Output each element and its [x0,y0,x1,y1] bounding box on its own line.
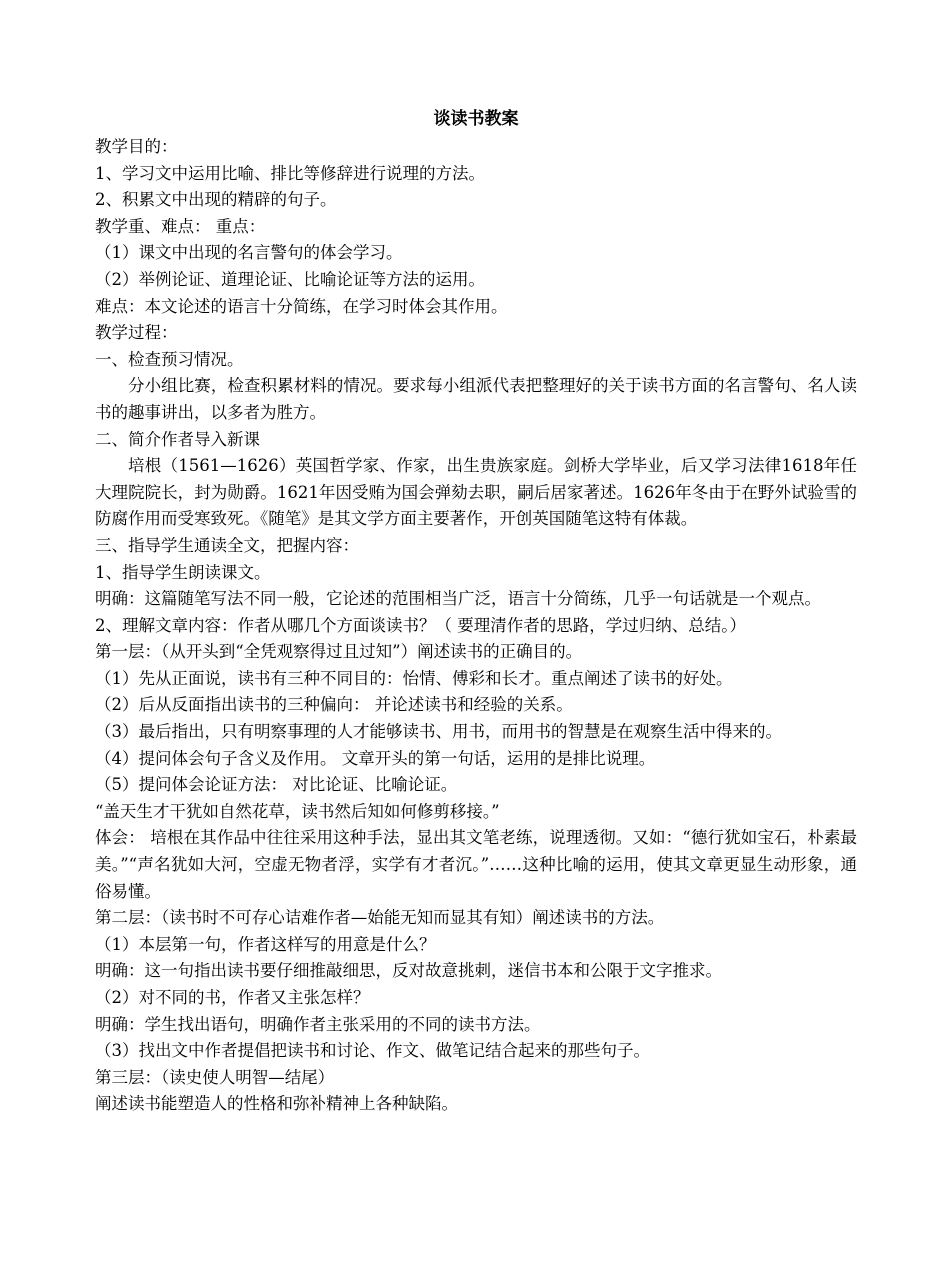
paragraph: 明确：这篇随笔写法不同一般，它论述的范围相当广泛，语言十分简练，几乎一句话就是一个观点。 [95,589,821,609]
paragraph: （2）对不同的书，作者又主张怎样？ [95,988,370,1007]
paragraph: 明确：这一句指出读书要仔细推敲细思，反对故意挑刺，迷信书本和公限于文字推求。 [95,961,722,981]
paragraph: 分小组比赛，检查积累材料的情况。要求每小组派代表把整理好的关于读书方面的名言警句、名人读书的趣事讲出，以多者为胜方。 [95,376,857,422]
paragraph: （3）最后指出，只有明察事理的人才能够读书、用书，而用书的智慧是在观察生活中得来的。 [95,722,782,742]
paragraph: 2、积累文中出现的精辟的句子。 [95,190,337,210]
paragraph: 明确：学生找出语句，明确作者主张采用的不同的读书方法。 [95,1014,541,1034]
paragraph: （2）举例论证、道理论证、比喻论证等方法的运用。 [95,269,485,289]
paragraph: 1、学习文中运用比喻、排比等修辞进行说理的方法。 [95,163,485,183]
paragraph: 第二层：（读书时不可存心诘难作者—始能无知而显其有知）阐述读书的方法。 [95,908,665,928]
paragraph: 培根（1561—1626）英国哲学家、作家，出生贵族家庭。剑桥大学毕业，后又学习法律1618年任大理院院长，封为勋爵。1621年因受贿为国会弹劾去职，嗣后居家著述。1626年冬由于在野外试验雪的防腐作用而受寒致死。《随笔》是其文学方面主要著作，开创英国随笔这特有体裁。 [95,456,857,529]
paragraph: （2）后从反面指出读书的三种偏向： 并论述读书和经验的关系。 [95,695,573,715]
paragraph: 二、简介作者导入新课 [95,429,260,449]
document-body [95,106,857,1118]
paragraph-list [95,134,857,1118]
paragraph: （1）课文中出现的名言警句的体会学习。 [95,243,403,263]
paragraph: 三、指导学生通读全文，把握内容： [95,535,359,555]
paragraph: “盖天生才干犹如自然花草，读书然后知如何修剪移接。” [95,801,500,821]
paragraph: 一、检查预习情况。 [95,349,244,369]
document-title: 谈读书教案 [433,109,519,129]
paragraph: （3）找出文中作者提倡把读书和讨论、作文、做笔记结合起来的那些句子。 [95,1041,650,1061]
paragraph: （1）先从正面说，读书有三种不同目的：怡情、傅彩和长才。重点阐述了读书的好处。 [95,668,733,688]
paragraph: （1）本层第一句，作者这样写的用意是什么？ [95,934,436,954]
paragraph: 阐述读书能塑造人的性格和弥补精神上各种缺陷。 [95,1094,458,1114]
paragraph: （4）提问体会句子含义及作用。 文章开头的第一句话，运用的是排比说理。 [95,748,656,768]
paragraph: 难点：本文论述的语言十分简练，在学习时体会其作用。 [95,296,508,316]
paragraph: 教学重、难点： 重点： [95,216,266,236]
paragraph: 2、理解文章内容：作者从哪几个方面谈读书？（ 要理清作者的思路，学过归纳、总结。） [95,615,746,635]
paragraph: （5）提问体会论证方法： 对比论证、比喻论证。 [95,775,458,795]
paragraph: 教学过程： [95,323,178,343]
paragraph: 第一层：（从开头到“全凭观察得过且过知”）阐述读书的正确目的。 [95,642,583,662]
paragraph: 第三层：（读史使人明智—结尾） [95,1067,335,1087]
paragraph: 1、指导学生朗读课文。 [95,562,271,582]
paragraph: 教学目的： [95,137,178,156]
paragraph: 体会： 培根在其作品中往往采用这种手法，显出其文笔老练，说理透彻。又如：“德行犹如宝石，朴素最美。”“声名犹如大河，空虚无物者浮，实学有才者沉。”……这种比喻的运用，使其文章更显生动形象，通俗易懂。 [95,828,857,901]
